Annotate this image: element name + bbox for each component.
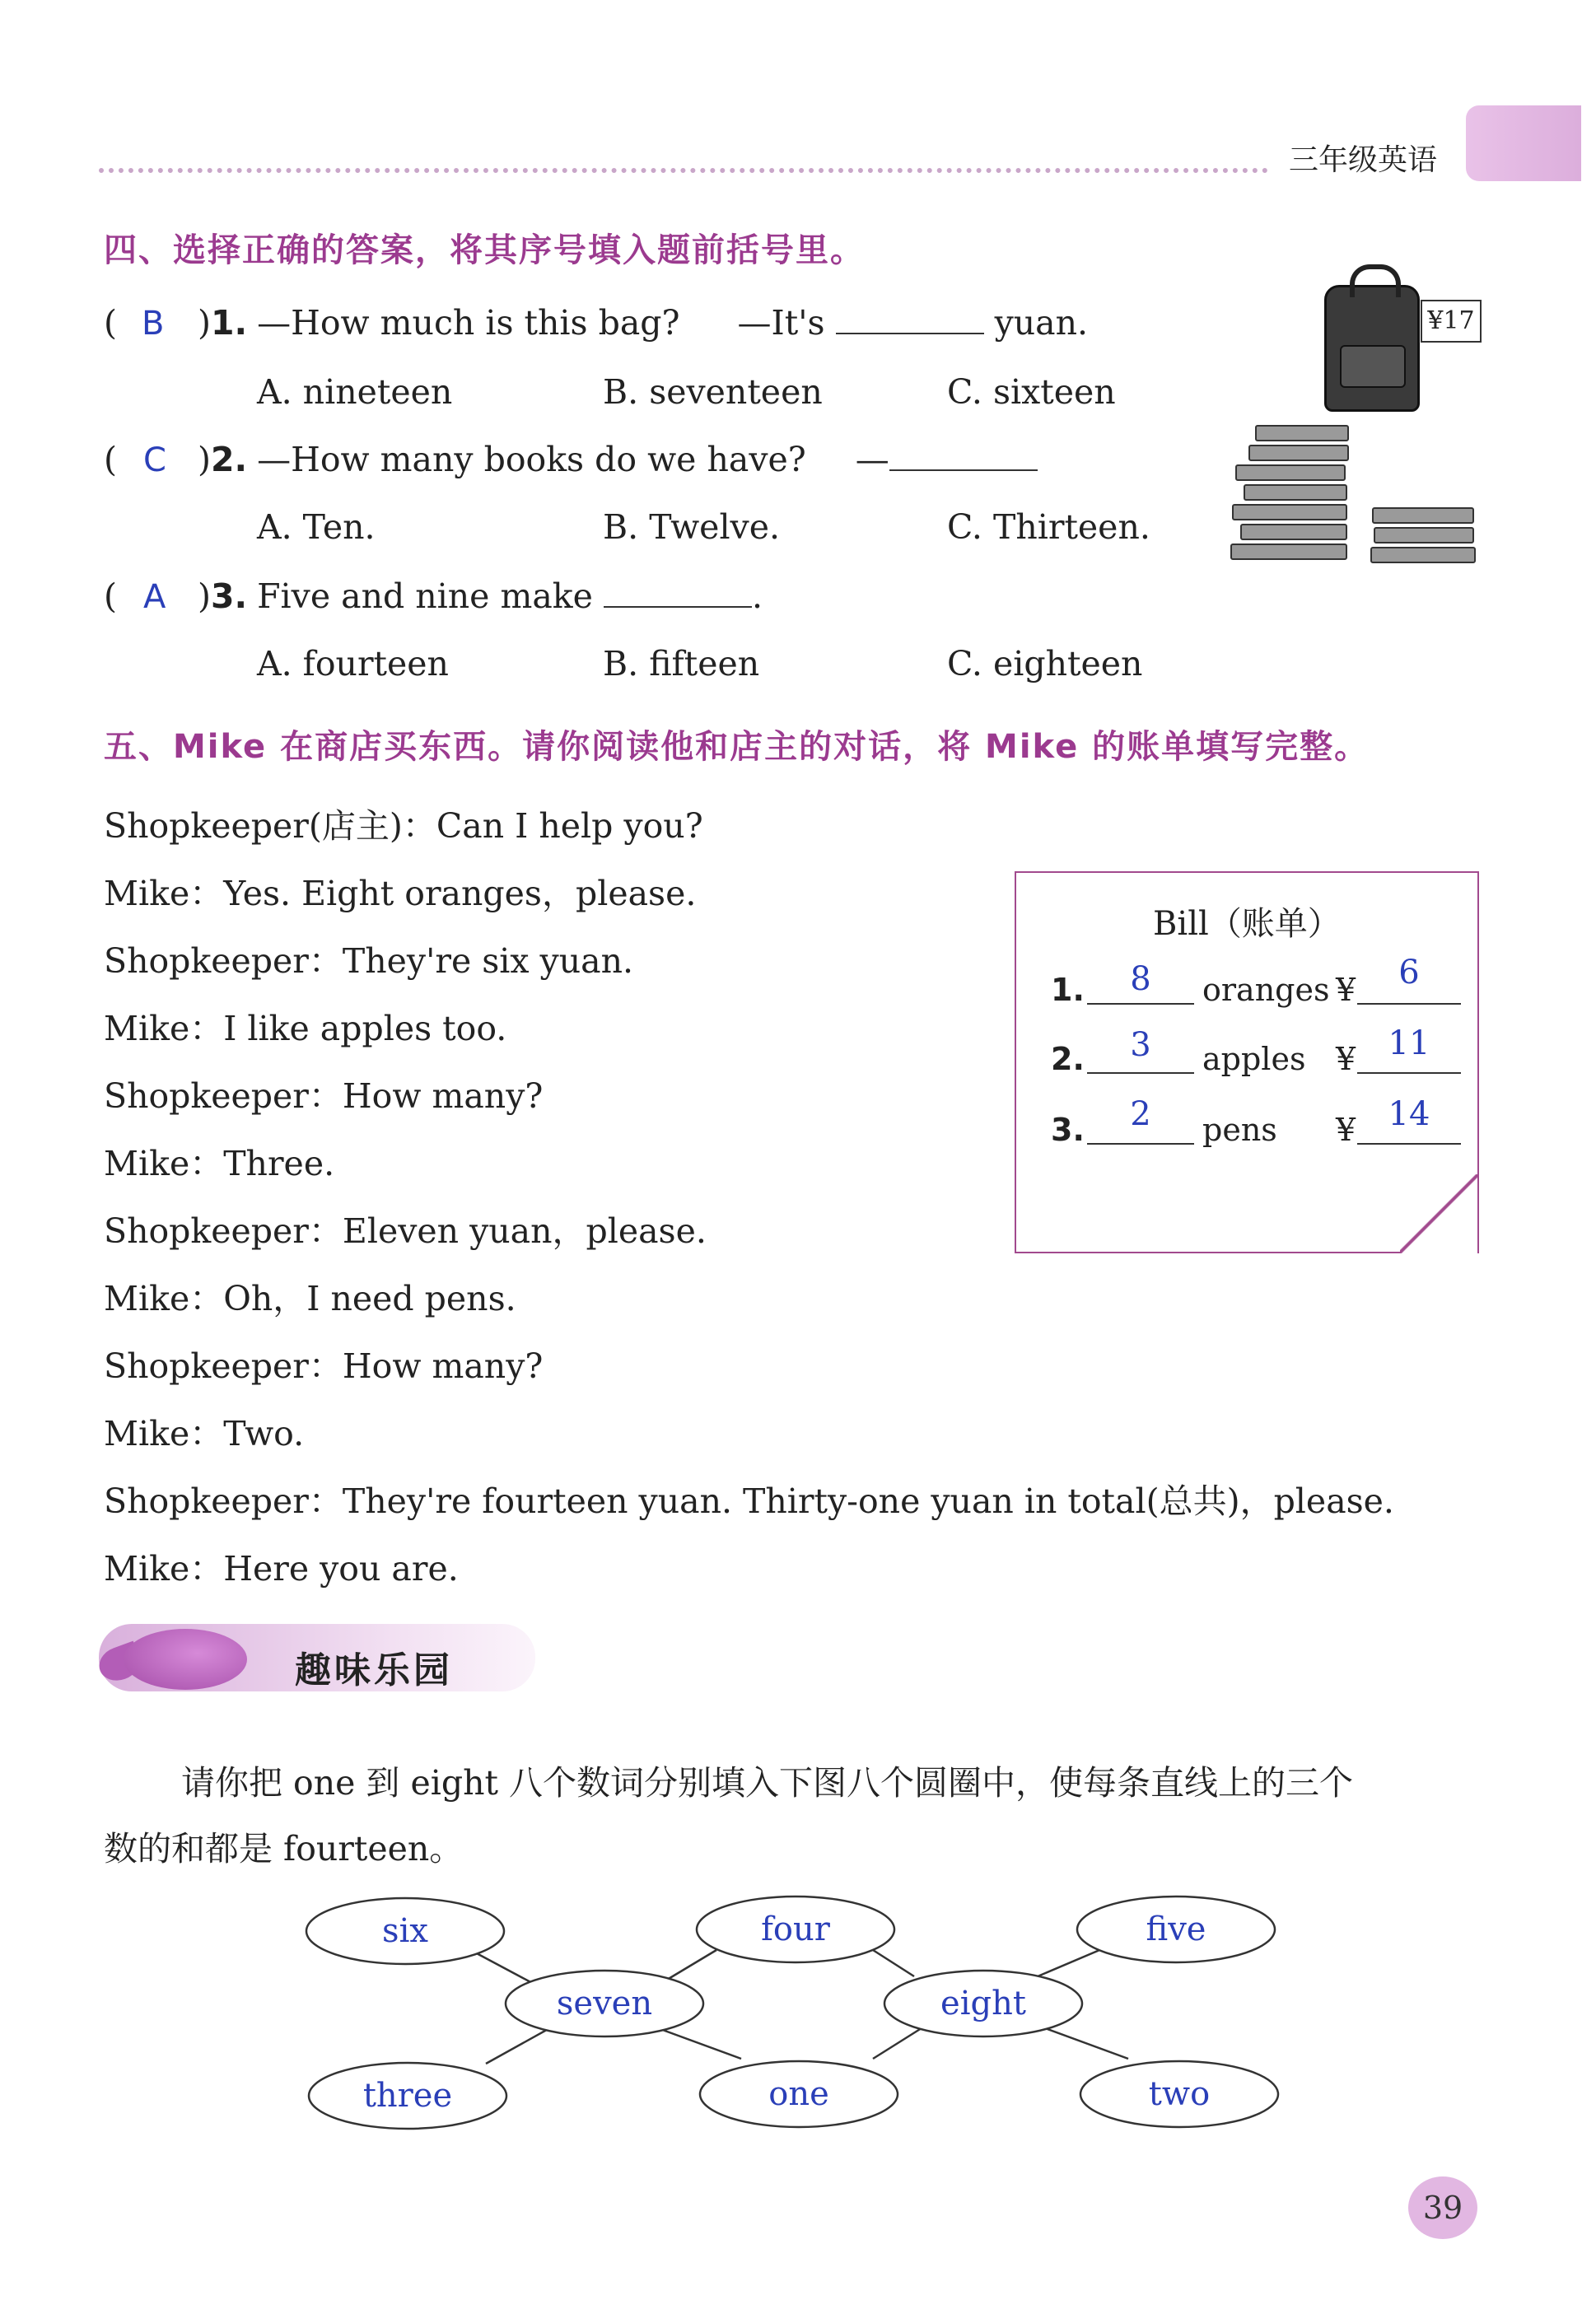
- q2-answer-bracket: (: [104, 440, 117, 479]
- bill-currency: ¥: [1336, 1041, 1356, 1077]
- dialogue-line: Shopkeeper：How many?: [104, 1076, 544, 1116]
- fun-instruction-line2: 数的和都是 fourteen。: [104, 1829, 464, 1868]
- price-tag: ¥17: [1421, 300, 1482, 343]
- dialogue-line: Shopkeeper(店主)：Can I help you?: [104, 806, 703, 846]
- bill-row-item: apples: [1202, 1041, 1306, 1077]
- q1-answer: B: [142, 305, 165, 343]
- node-label: four: [761, 1910, 830, 1948]
- q2-option-c: C. Thirteen.: [947, 507, 1150, 547]
- q2-question: )2. —How many books do we have? —: [198, 440, 1038, 479]
- bill-row-item: pens: [1202, 1112, 1277, 1148]
- q2-option-a: A. Ten.: [257, 507, 376, 547]
- q3-answer: A: [143, 578, 166, 616]
- section5-heading: 五、Mike 在商店买东西。请你阅读他和店主的对话，将 Mike 的账单填写完整。: [104, 728, 1370, 766]
- bill-row-number: 3.: [1051, 1112, 1085, 1148]
- node-label: five: [1146, 1910, 1206, 1948]
- bill-row-number: 2.: [1051, 1041, 1085, 1077]
- header-title: 三年级英语: [1289, 143, 1438, 177]
- q1-option-c: C. sixteen: [947, 372, 1116, 412]
- bill-row-number: 1.: [1051, 972, 1085, 1008]
- bill-row-qty: 2: [1130, 1095, 1151, 1133]
- bill-row-item: oranges: [1202, 972, 1330, 1008]
- node-label: three: [362, 2077, 453, 2115]
- bill-row-qty: 8: [1130, 960, 1151, 998]
- bill-currency: ¥: [1336, 1112, 1356, 1148]
- node-label: one: [768, 2075, 829, 2113]
- dialogue-line: Shopkeeper：They're six yuan.: [104, 941, 634, 981]
- dialogue-line: Mike：Yes. Eight oranges，please.: [104, 874, 697, 913]
- dialogue-line: Mike：Here you are.: [104, 1549, 459, 1589]
- q1-answer-bracket: (: [104, 303, 117, 343]
- q1-question: )1. —How much is this bag? —It's yuan.: [198, 303, 1089, 343]
- dialogue-line: Shopkeeper：They're fourteen yuan. Thirty-one yuan in total(总共)，please.: [104, 1481, 1394, 1521]
- fun-instruction-line1: 请你把 one 到 eight 八个数词分别填入下图八个圆圈中，使每条直线上的三个: [181, 1763, 1353, 1803]
- bill-title: Bill（账单）: [1153, 905, 1341, 943]
- q3-option-c: C. eighteen: [947, 644, 1143, 683]
- bill-row-price: 11: [1388, 1024, 1430, 1062]
- q1-option-a: A. nineteen: [257, 372, 453, 412]
- q3-question: )3. Five and nine make .: [198, 576, 763, 616]
- section4-heading: 四、选择正确的答案，将其序号填入题前括号里。: [104, 231, 865, 269]
- node-label: eight: [940, 1985, 1026, 2022]
- node-label: two: [1148, 2075, 1211, 2113]
- dialogue-line: Shopkeeper：Eleven yuan，please.: [104, 1211, 707, 1251]
- node-label: seven: [556, 1985, 653, 2022]
- page-number: 39: [1408, 2176, 1477, 2239]
- fun-section-title: 趣味乐园: [295, 1649, 453, 1691]
- node-label: six: [382, 1912, 428, 1950]
- q3-answer-bracket: (: [104, 576, 117, 616]
- q3-option-b: B. fifteen: [603, 644, 760, 683]
- dialogue-line: Mike：I like apples too.: [104, 1009, 507, 1048]
- dialogue-line: Mike：Three.: [104, 1144, 335, 1183]
- dialogue-line: Mike：Two.: [104, 1414, 305, 1453]
- bill-row-qty: 3: [1130, 1026, 1151, 1064]
- bill-row-price: 6: [1398, 954, 1420, 991]
- bill-row-price: 14: [1388, 1095, 1430, 1133]
- q1-option-b: B. seventeen: [603, 372, 823, 412]
- bill-currency: ¥: [1336, 972, 1356, 1008]
- q2-option-b: B. Twelve.: [603, 507, 781, 547]
- q2-answer: C: [143, 441, 166, 479]
- q3-option-a: A. fourteen: [257, 644, 449, 683]
- dialogue-line: Mike：Oh，I need pens.: [104, 1279, 516, 1318]
- dialogue-line: Shopkeeper：How many?: [104, 1346, 544, 1386]
